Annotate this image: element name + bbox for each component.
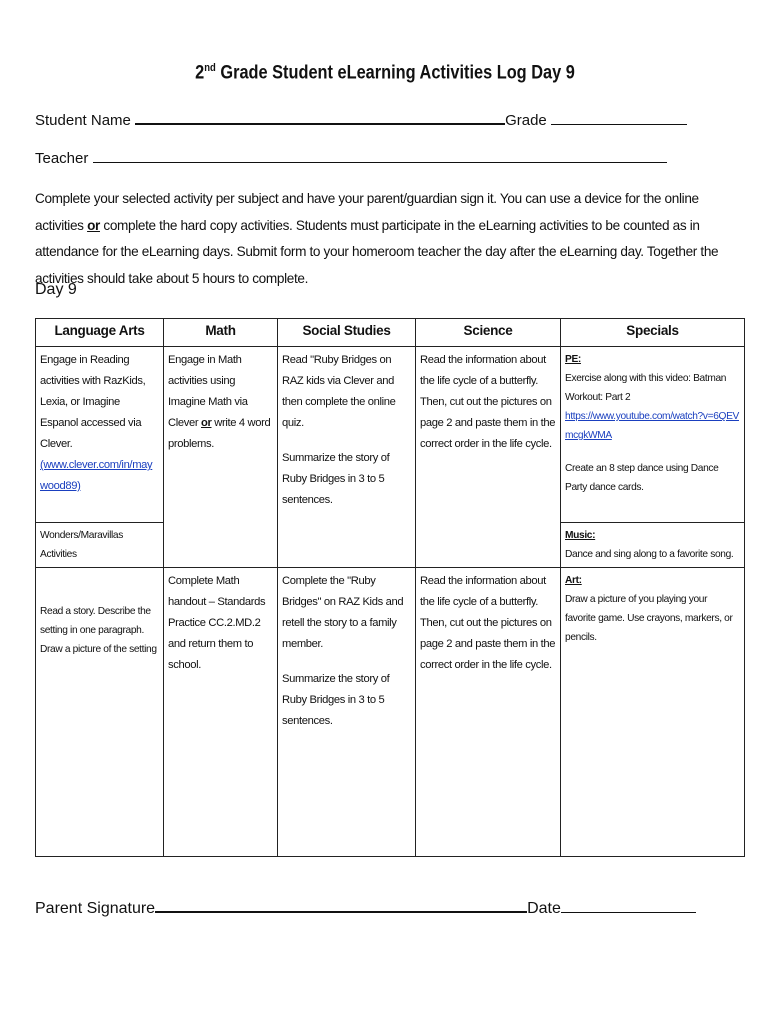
pe-text-2: Create an 8 step dance using Dance Party dance cards. bbox=[565, 463, 719, 493]
instructions-paragraph bbox=[35, 186, 747, 292]
science-handout-cell: Read the information about the life cycle of a butterfly. Then, cut out the pictures on page 2 and paste them in the correct order in the life cycle. bbox=[416, 568, 561, 857]
specials-music-cell bbox=[561, 523, 745, 568]
clever-link[interactable]: (www.clever.com/in/maywood89) bbox=[40, 459, 153, 492]
header-science: Science bbox=[416, 319, 561, 347]
header-language-arts: Language Arts bbox=[36, 319, 164, 347]
language-arts-online-cell bbox=[36, 347, 164, 523]
specials-pe-cell bbox=[561, 347, 745, 523]
student-name-field[interactable] bbox=[135, 110, 505, 125]
social-studies-online-text-2: Summarize the story of Ruby Bridges in 3 to 5 sentences. bbox=[282, 452, 390, 506]
header-specials: Specials bbox=[561, 319, 745, 347]
teacher-field[interactable] bbox=[93, 149, 667, 163]
social-studies-online-cell bbox=[278, 347, 416, 568]
math-online-cell bbox=[164, 347, 278, 568]
social-studies-handout-text-2: Summarize the story of Ruby Bridges in 3 to 5 sentences. bbox=[282, 673, 390, 727]
math-or-emphasis: or bbox=[201, 417, 212, 429]
instructions-text-2: complete the hard copy activities. Students must participate in the eLearning activities to be counted as in attendance for the eLearning days. Submit form to your homeroom teacher the day after the eLearning day. Together the activities should take about 5 hours to complete. bbox=[35, 217, 719, 286]
table-header-row bbox=[36, 319, 745, 347]
teacher-label: Teacher bbox=[35, 150, 89, 167]
table-row-online bbox=[36, 347, 745, 523]
pe-text: Exercise along with this video: Batman Workout: Part 2 bbox=[565, 373, 727, 403]
student-name-label: Student Name bbox=[35, 112, 131, 129]
language-arts-online-text: Engage in Reading activities with RazKids, Lexia, or Imagine Espanol accessed via Clever. bbox=[40, 354, 146, 450]
art-label: Art: bbox=[565, 575, 582, 586]
language-arts-handout-cell bbox=[36, 568, 164, 857]
youtube-link[interactable]: https://www.youtube.com/watch?v=6QEVmcgkWMA bbox=[565, 411, 739, 441]
grade-field[interactable] bbox=[551, 111, 687, 125]
table-row-handout bbox=[36, 568, 745, 857]
header-social-studies: Social Studies bbox=[278, 319, 416, 347]
social-studies-handout-cell bbox=[278, 568, 416, 857]
music-text: Dance and sing along to a favorite song. bbox=[565, 549, 734, 560]
title-ordinal-suffix: nd bbox=[204, 62, 216, 74]
parent-signature-label: Parent Signature bbox=[35, 900, 156, 917]
grade-label: Grade bbox=[505, 112, 547, 129]
activities-table bbox=[35, 318, 745, 857]
date-field[interactable] bbox=[561, 899, 696, 913]
science-online-cell bbox=[416, 347, 561, 568]
student-name-row bbox=[35, 110, 687, 129]
music-label: Music: bbox=[565, 530, 596, 541]
day-label: Day 9 bbox=[35, 281, 77, 298]
date-label: Date bbox=[527, 900, 561, 917]
math-online-text-2: write 4 word problems. bbox=[168, 417, 271, 450]
page-title bbox=[54, 62, 716, 84]
language-arts-handout-text: Read a story. Describe the setting in one paragraph. Draw a picture of the setting bbox=[40, 606, 157, 655]
instructions-text-1: Complete your selected activity per subject and have your parent/guardian sign it. You can use a device for the online activities bbox=[35, 191, 699, 233]
pe-label: PE: bbox=[565, 354, 581, 365]
signature-row bbox=[35, 898, 696, 918]
art-text: Draw a picture of you playing your favorite game. Use crayons, markers, or pencils. bbox=[565, 594, 733, 643]
title-ordinal-number: 2 bbox=[195, 62, 205, 84]
specials-art-cell bbox=[561, 568, 745, 857]
science-online-text: Read the information about the life cycle of a butterfly. Then, cut out the pictures on page 2 and paste them in the correct order in the life cycle. bbox=[420, 354, 556, 450]
math-handout-cell: Complete Math handout – Standards Practice CC.2.MD.2 and return them to school. bbox=[164, 568, 278, 857]
header-math: Math bbox=[164, 319, 278, 347]
title-text: Grade Student eLearning Activities Log Day 9 bbox=[215, 62, 575, 84]
parent-signature-field[interactable] bbox=[155, 898, 527, 913]
social-studies-handout-text-1: Complete the "Ruby Bridges" on RAZ Kids and retell the story to a family member. bbox=[282, 575, 404, 650]
social-studies-online-text-1: Read "Ruby Bridges on RAZ kids via Clever and then complete the online quiz. bbox=[282, 354, 396, 429]
wonders-cell: Wonders/Maravillas Activities bbox=[36, 523, 164, 568]
teacher-row bbox=[35, 149, 667, 167]
math-online-text-1: Engage in Math activities using Imagine Math via Clever bbox=[168, 354, 248, 429]
instructions-emphasis: or bbox=[87, 217, 100, 233]
